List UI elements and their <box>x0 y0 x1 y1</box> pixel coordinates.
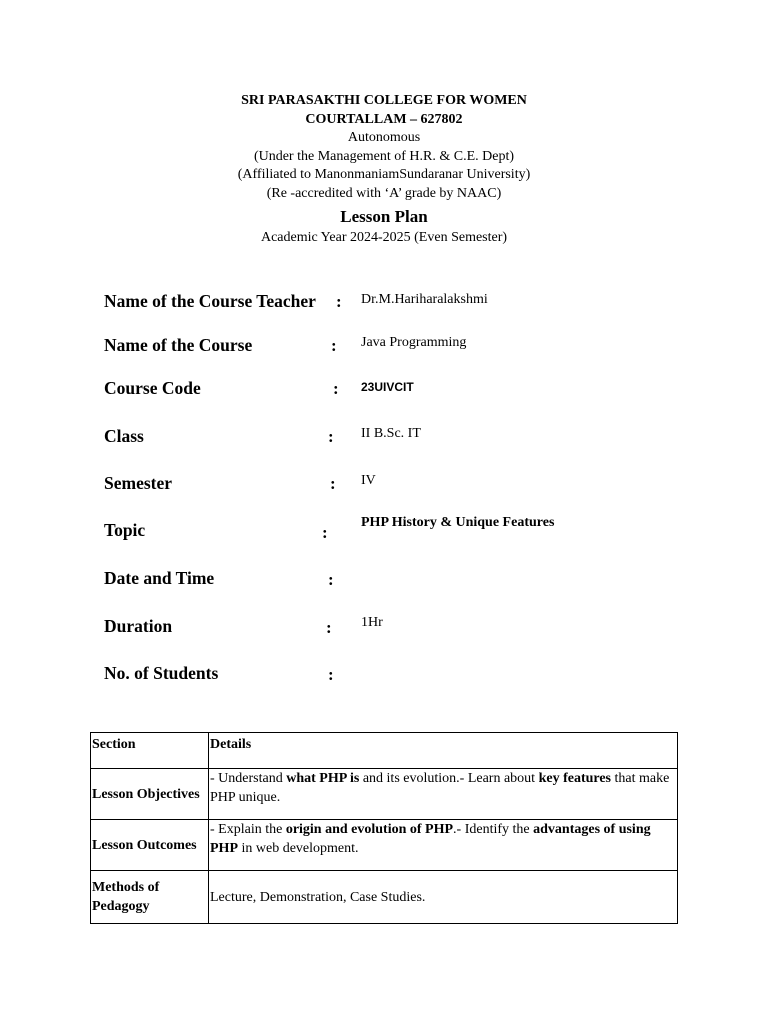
colon: : <box>326 618 332 637</box>
semester-label: Semester <box>104 473 173 493</box>
teacher-value: Dr.M.Hariharalakshmi <box>361 292 488 307</box>
info-row-code <box>0 378 768 404</box>
college-management: (Under the Management of H.R. & C.E. Dept) <box>253 148 515 164</box>
info-row-duration <box>0 616 768 642</box>
colon: : <box>331 336 337 355</box>
colon: : <box>336 292 342 311</box>
details-cell: - Understand what PHP is and its evolution.- Learn about key features that make PHP unique. <box>209 769 678 820</box>
info-row-semester <box>0 473 768 499</box>
code-value: 23UIVCIT <box>361 380 414 394</box>
details-cell: Lecture, Demonstration, Case Studies. <box>209 871 678 924</box>
header-details: Details <box>209 733 678 769</box>
section-cell: Lesson Objectives <box>91 769 209 820</box>
info-row-students <box>0 663 768 689</box>
colon: : <box>328 427 334 446</box>
document-title: Lesson Plan <box>340 206 428 226</box>
table-row <box>91 769 678 820</box>
info-row-course <box>0 335 768 361</box>
section-cell: Methods of Pedagogy <box>91 871 209 924</box>
topic-label: Topic <box>104 520 146 540</box>
class-label: Class <box>104 426 144 446</box>
class-value: II B.Sc. IT <box>361 426 421 441</box>
college-name: SRI PARASAKTHI COLLEGE FOR WOMEN <box>241 93 527 108</box>
duration-label: Duration <box>104 616 173 636</box>
teacher-label: Name of the Course Teacher <box>104 291 316 311</box>
document-header <box>0 92 768 247</box>
info-row-datetime <box>0 568 768 594</box>
lesson-plan-table <box>90 732 678 924</box>
course-label: Name of the Course <box>104 335 253 355</box>
college-affiliation: (Affiliated to ManonmaniamSundaranar University) <box>237 167 531 183</box>
college-status: Autonomous <box>347 130 421 146</box>
datetime-label: Date and Time <box>104 568 215 588</box>
topic-value: PHP History & Unique Features <box>361 515 555 530</box>
duration-value: 1Hr <box>361 615 383 630</box>
students-label: No. of Students <box>104 663 219 683</box>
college-accreditation: (Re -accredited with ‘A’ grade by NAAC) <box>266 185 502 201</box>
info-row-teacher <box>0 291 768 317</box>
course-value: Java Programming <box>361 335 467 350</box>
table-row <box>91 820 678 871</box>
table-row <box>91 871 678 924</box>
college-location: COURTALLAM – 627802 <box>305 111 463 127</box>
header-section: Section <box>91 733 209 769</box>
table-header-row <box>91 733 678 769</box>
colon: : <box>328 665 334 684</box>
colon: : <box>333 379 339 398</box>
semester-value: IV <box>361 473 376 488</box>
info-row-topic <box>0 515 768 546</box>
colon: : <box>322 523 328 542</box>
academic-year: Academic Year 2024-2025 (Even Semester) <box>260 229 508 245</box>
colon: : <box>328 570 334 589</box>
details-cell: - Explain the origin and evolution of PHP.- Identify the advantages of using PHP in web development. <box>209 820 678 871</box>
code-label: Course Code <box>104 378 201 398</box>
section-cell: Lesson Outcomes <box>91 820 209 871</box>
info-row-class <box>0 426 768 452</box>
colon: : <box>330 474 336 493</box>
